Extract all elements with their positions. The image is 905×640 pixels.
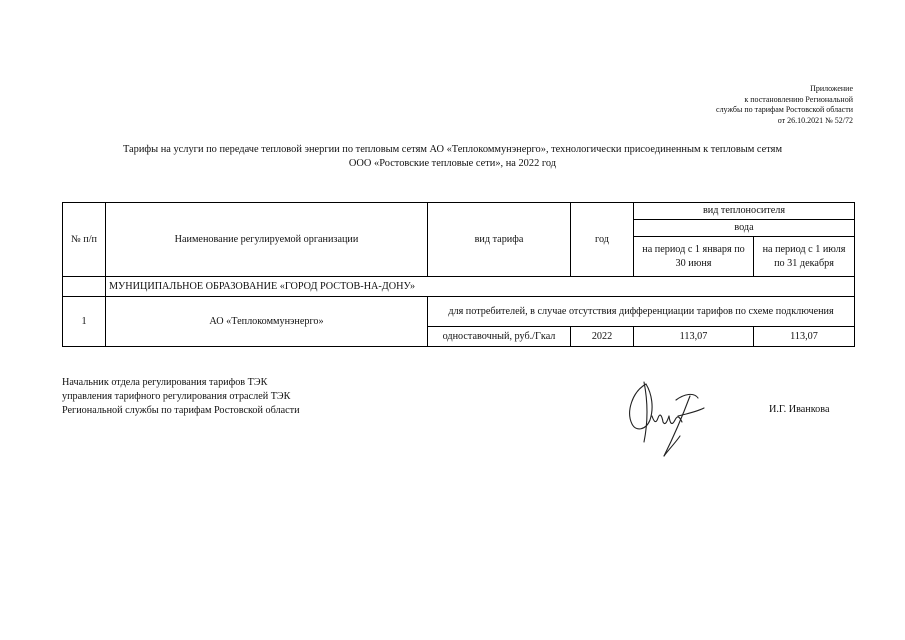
title-line: ООО «Ростовские тепловые сети», на 2022 год [348, 158, 557, 169]
header-water: вода [634, 220, 855, 237]
row-num: 1 [63, 297, 106, 347]
row-year: 2022 [571, 327, 634, 347]
appendix-block [716, 84, 853, 126]
row-tariff-type: одноставочный, руб./Гкал [428, 327, 571, 347]
position-line: Региональной службы по тарифам Ростовской области [62, 405, 300, 417]
signatory-position [62, 376, 300, 419]
header-num: № п/п [63, 203, 106, 277]
header-org: Наименование регулируемой организации [106, 203, 428, 277]
row-value-2: 113,07 [754, 327, 855, 347]
signatory-name: И.Г. Иванкова [769, 404, 830, 415]
row-org: АО «Теплокоммунэнерго» [106, 297, 428, 347]
position-line: управления тарифного регулирования отраслей ТЭК [62, 391, 291, 403]
header-period-1: на период с 1 января по 30 июня [634, 237, 754, 277]
document-title [40, 143, 865, 171]
municipality-row: МУНИЦИПАЛЬНОЕ ОБРАЗОВАНИЕ «ГОРОД РОСТОВ-НА-ДОНУ» [106, 277, 855, 297]
consumers-note: для потребителей, в случае отсутствия дифференциации тарифов по схеме подключения [428, 297, 855, 327]
row-value-1: 113,07 [634, 327, 754, 347]
header-period-2: на период с 1 июля по 31 декабря [754, 237, 855, 277]
handwritten-signature-icon [618, 372, 728, 462]
appendix-line: от 26.10.2021 № 52/72 [777, 115, 853, 125]
header-carrier: вид теплоносителя [634, 203, 855, 220]
appendix-line: к постановлению Региональной [744, 94, 853, 104]
position-line: Начальник отдела регулирования тарифов ТЭК [62, 377, 268, 388]
tariff-table [62, 202, 855, 347]
appendix-line: Приложение [810, 84, 853, 93]
title-line: Тарифы на услуги по передаче тепловой энергии по тепловым сетям АО «Теплокоммунэнерго», технологически присоединенным к тепловым сетям [122, 144, 783, 155]
appendix-line: службы по тарифам Ростовской области [716, 105, 853, 115]
header-tariff-type: вид тарифа [428, 203, 571, 277]
municipality-spacer [63, 277, 106, 297]
header-year: год [571, 203, 634, 277]
